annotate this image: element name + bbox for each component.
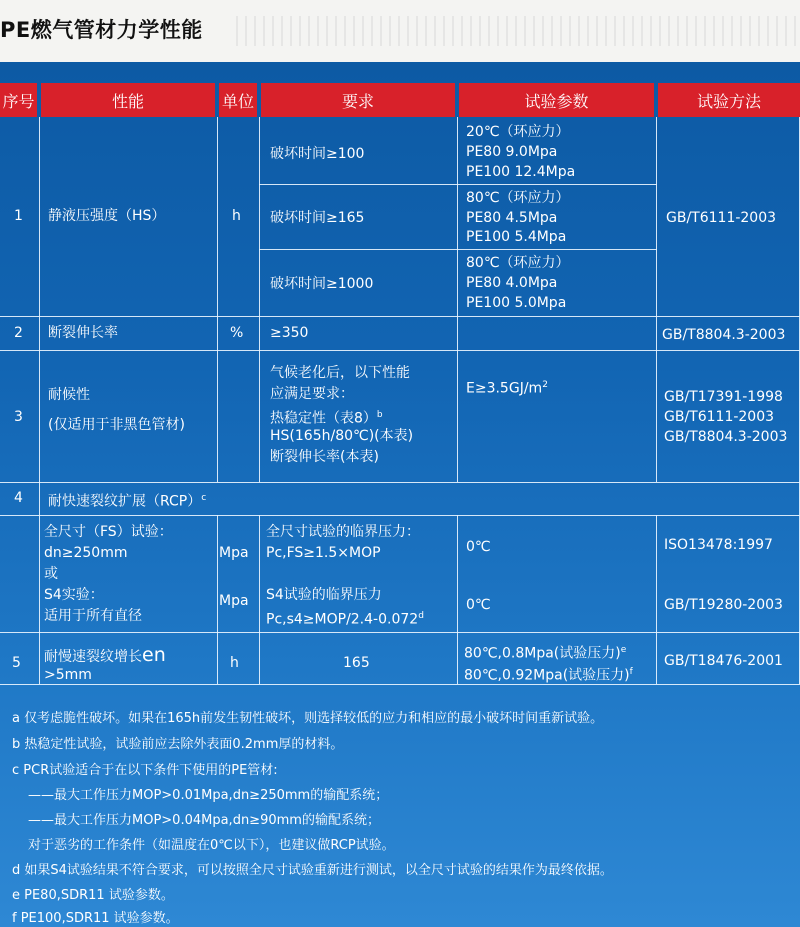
row2-method: GB/T8804.3-2003 (662, 327, 786, 343)
row3-req-4: HS(165h/80℃)(本表) (270, 428, 414, 444)
row3-no: 3 (14, 409, 23, 425)
background-pattern (236, 16, 800, 46)
row4s-method-1: ISO13478:1997 (664, 537, 773, 553)
footnote-mark-e: e (620, 645, 627, 655)
row4s-left-2: dn≥250mm (44, 545, 128, 561)
footnote-mark-c: c (201, 493, 207, 503)
row3-property-1: 耐候性 (48, 387, 90, 403)
row2-requirement: ≥350 (270, 325, 309, 341)
row4s-param-2: 0℃ (466, 597, 491, 613)
row4s-req-b2: Pc,s4≥MOP/2.4-0.072$^d$ (266, 611, 424, 628)
row5-no: 5 (12, 655, 21, 671)
row-rule (259, 249, 657, 250)
row1c-param-3: PE100 5.0Mpa (466, 295, 567, 311)
col-rule (217, 117, 218, 482)
header-property: 性能 (41, 83, 215, 117)
header-test-method: 试验方法 (658, 83, 800, 117)
footnote-c-line-2: ——最大工作压力MOP>0.04Mpa,dn≥90mm的输配系统； (28, 813, 380, 828)
row1c-param-2: PE80 4.0Mpa (466, 275, 558, 291)
footnote-c-line-3: 对于恶劣的工作条件（如温度在0℃以下），也建议做RCP试验。 (28, 838, 395, 853)
header-test-params: 试验参数 (459, 83, 654, 117)
row-rule (0, 684, 800, 685)
row5-param-1: 80℃,0.8Mpa(试验压力)$^e$ (464, 645, 627, 662)
row3-param: $E\ge 3.5GJ/m^2$ (466, 380, 548, 397)
footnote-f: f PE100,SDR11 试验参数。 (12, 911, 179, 926)
footnote-d: d 如果S4试验结果不符合要求，可以按照全尺寸试验重新进行测试，以全尺寸试验的结果作为最终依据。 (12, 863, 613, 878)
row1b-param-3: PE100 5.4Mpa (466, 229, 567, 245)
row2-unit: % (230, 325, 244, 341)
row4s-left-1: 全尺寸（FS）试验： (44, 524, 173, 540)
col-rule (259, 117, 260, 482)
row1-no: 1 (14, 208, 23, 224)
row4s-method-2: GB/T19280-2003 (664, 597, 783, 613)
row4s-req-a2: Pc,FS≥1.5×MOP (266, 545, 381, 561)
row1a-requirement: 破坏时间≥100 (270, 146, 365, 162)
row3-method-3: GB/T8804.3-2003 (664, 429, 788, 445)
row2-no: 2 (14, 325, 23, 341)
row1-unit: h (232, 208, 241, 224)
row4s-param-1: 0℃ (466, 539, 491, 555)
row1-method: GB/T6111-2003 (666, 210, 777, 226)
footnote-mark-b: b (376, 410, 383, 420)
row4s-left-4: S4实验： (44, 587, 104, 603)
row1-property: 静液压强度（HS） (48, 208, 166, 224)
col-rule (39, 117, 40, 684)
row-rule (0, 632, 800, 633)
page-title: PE燃气管材力学性能 (0, 18, 203, 42)
row5-requirement: 165 (343, 655, 370, 671)
row3-req-1: 气候老化后，以下性能 (270, 365, 410, 381)
footnote-a: a 仅考虑脆性破坏。如果在165h前发生韧性破坏，则选择较低的应力和相应的最小破坏时间重新试验。 (12, 711, 604, 726)
col-rule (217, 515, 218, 684)
row5-param-2: 80℃,0.92Mpa(试验压力)$^f$ (464, 667, 633, 684)
footnote-e: e PE80,SDR11 试验参数。 (12, 888, 174, 903)
row4-property: 耐快速裂纹扩展（RCP）$^c$ (48, 493, 207, 510)
row3-req-3: 热稳定性（表8）$^b$ (270, 410, 383, 427)
row-rule (259, 184, 657, 185)
row4s-req-a1: 全尺寸试验的临界压力： (266, 524, 420, 540)
row4-no: 4 (14, 490, 23, 506)
row5-unit: h (230, 655, 239, 671)
row1c-requirement: 破坏时间≥1000 (270, 276, 374, 292)
header-requirement: 要求 (261, 83, 455, 117)
row1a-param-1: 20℃（环应力） (466, 124, 570, 140)
col-rule (457, 117, 458, 482)
row3-method-2: GB/T6111-2003 (664, 409, 775, 425)
row-rule (0, 316, 800, 317)
row1a-param-2: PE80 9.0Mpa (466, 144, 558, 160)
row4s-unit-2: Mpa (219, 593, 249, 609)
header-unit: 单位 (219, 83, 257, 117)
col-rule (259, 515, 260, 684)
row1b-param-1: 80℃（环应力） (466, 190, 570, 206)
col-rule (457, 515, 458, 684)
header-no: 序号 (0, 83, 37, 117)
col-rule (656, 117, 657, 482)
row1c-param-1: 80℃（环应力） (466, 255, 570, 271)
row1b-param-2: PE80 4.5Mpa (466, 210, 558, 226)
row3-property-2: (仅适用于非黑色管材) (48, 417, 185, 433)
footnote-b: b 热稳定性试验，试验前应去除外表面0.2mm厚的材料。 (12, 737, 344, 752)
row2-property: 断裂伸长率 (48, 325, 118, 341)
row3-req-5: 断裂伸长率(本表) (270, 449, 379, 465)
row4s-left-5: 适用于所有直径 (44, 608, 142, 624)
row-rule (0, 350, 800, 351)
row1a-param-3: PE100 12.4Mpa (466, 164, 576, 180)
row3-method-1: GB/T17391-1998 (664, 389, 783, 405)
row5-property-2: >5mm (44, 667, 92, 683)
footnote-mark-d: d (418, 611, 424, 621)
title-band (0, 0, 800, 62)
row4s-req-b1: S4试验的临界压力 (266, 587, 382, 603)
row5-method: GB/T18476-2001 (664, 653, 783, 669)
row4s-left-3: 或 (44, 566, 58, 582)
col-rule (656, 515, 657, 684)
row3-req-2: 应满足要求： (270, 386, 354, 402)
row5-property-1: 耐慢速裂纹增长en (44, 644, 166, 666)
footnote-mark-f: f (629, 667, 633, 677)
row4s-unit-1: Mpa (219, 545, 249, 561)
footnote-c-line-1: ——最大工作压力MOP>0.01Mpa,dn≥250mm的输配系统； (28, 788, 389, 803)
row1b-requirement: 破坏时间≥165 (270, 210, 365, 226)
row-rule (0, 515, 800, 516)
row-rule (0, 482, 800, 483)
footnote-c: c PCR试验适合于在以下条件下使用的PE管材: (12, 763, 278, 778)
